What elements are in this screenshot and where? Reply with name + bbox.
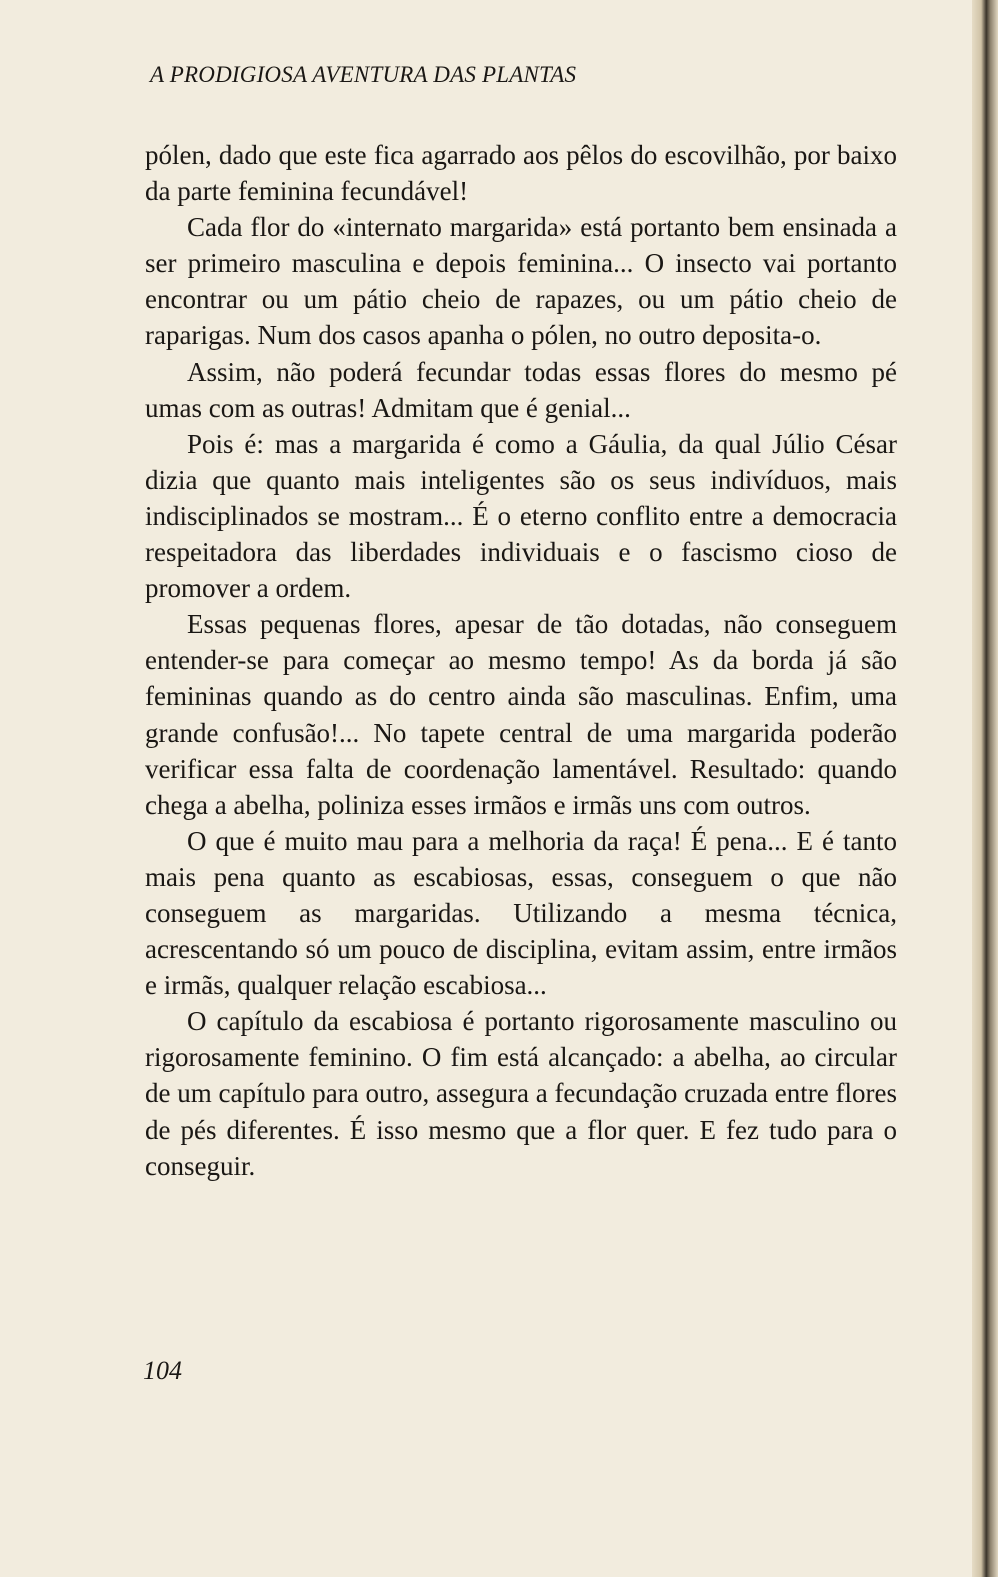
paragraph: Cada flor do «internato margarida» está portanto bem ensinada a ser primeiro masculina e depois feminina... O insecto vai portanto encontrar ou um pátio cheio de rapazes, ou um pátio cheio de raparigas. Num dos casos apanha o pólen, no outro deposita-o. <box>145 212 897 351</box>
paragraph: O que é muito mau para a melhoria da raça! É pena... E é tanto mais pena quanto as escabiosas, essas, conseguem o que não conseguem as margaridas. Utilizando a mesma técnica, acrescentando só um pouco de disciplina, evitam assim, entre irmãos e irmãs, qualquer relação escabiosa... <box>145 825 897 1001</box>
paragraph: Pois é: mas a margarida é como a Gáulia, da qual Júlio César dizia que quanto mais inteligentes são os seus indivíduos, mais indisciplinados se mostram... É o eterno conflito entre a democracia respeitadora das liberdades individuais e o fascismo cioso de promover a ordem. <box>145 428 897 604</box>
book-spine-edge <box>972 0 998 1577</box>
paragraph: pólen, dado que este fica agarrado aos pêlos do escovilhão, por baixo da parte feminina fecundável! <box>145 140 897 207</box>
running-title: A PRODIGIOSA AVENTURA DAS PLANTAS <box>150 62 577 87</box>
paragraph: O capítulo da escabiosa é portanto rigorosamente masculino ou rigorosamente feminino. O fim está alcançado: a abelha, ao circular de um capítulo para outro, assegura a fecundação cruzada entre flores de pés diferentes. É isso mesmo que a flor quer. E fez tudo para o conseguir. <box>145 1006 897 1181</box>
paragraph: Essas pequenas flores, apesar de tão dotadas, não conseguem entender-se para começar ao mesmo tempo! As da borda já são femininas quando as do centro ainda são masculinas. Enfim, uma grande confusão!... No tapete central de uma margarida poderão verificar essa falta de coordenação lamentável. Resultado: quando chega a abelha, poliniza esses irmãos e irmãs uns com outros. <box>145 609 897 820</box>
page-number: 104 <box>143 1356 182 1385</box>
body-text <box>145 137 897 1184</box>
paragraph: Assim, não poderá fecundar todas essas flores do mesmo pé umas com as outras! Admitam que é genial... <box>145 356 897 423</box>
